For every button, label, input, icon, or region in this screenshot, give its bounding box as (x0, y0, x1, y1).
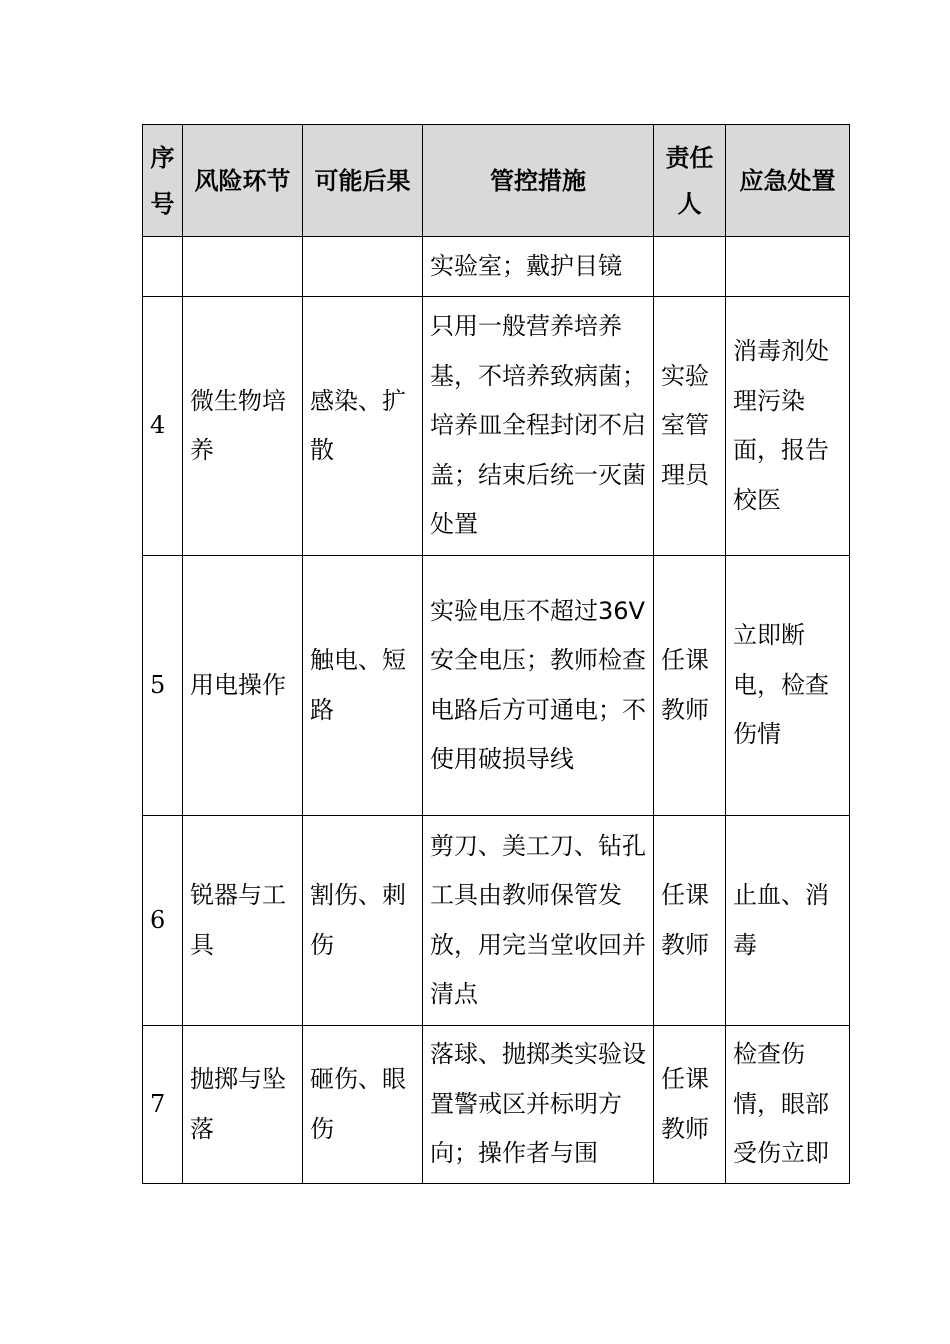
cell-owner: 任课教师 (654, 556, 726, 816)
table-row (143, 1026, 850, 1184)
cell-owner (654, 237, 726, 297)
cell-consequence: 感染、扩散 (303, 297, 423, 556)
header-risk: 风险环节 (183, 125, 303, 237)
cell-consequence: 砸伤、眼伤 (303, 1026, 423, 1184)
cell-measures: 只用一般营养培养基，不培养致病菌；培养皿全程封闭不启盖；结束后统一灭菌处置 (423, 297, 654, 556)
cell-risk (183, 237, 303, 297)
cell-consequence: 触电、短路 (303, 556, 423, 816)
table-row (143, 816, 850, 1026)
cell-risk: 抛掷与坠落 (183, 1026, 303, 1184)
cell-no: 4 (143, 297, 183, 556)
cell-emergency: 消毒剂处理污染面，报告校医 (726, 297, 850, 556)
header-no: 序号 (143, 125, 183, 237)
cell-no: 7 (143, 1026, 183, 1184)
cell-measures: 实验电压不超过36V安全电压；教师检查电路后方可通电；不使用破损导线 (423, 556, 654, 816)
cell-risk: 用电操作 (183, 556, 303, 816)
cell-consequence (303, 237, 423, 297)
cell-measures: 落球、抛掷类实验设置警戒区并标明方向；操作者与围 (423, 1026, 654, 1184)
cell-no (143, 237, 183, 297)
cell-no: 6 (143, 816, 183, 1026)
risk-control-table (142, 124, 850, 1184)
cell-owner: 实验室管理员 (654, 297, 726, 556)
cell-consequence: 割伤、刺伤 (303, 816, 423, 1026)
header-emergency: 应急处置 (726, 125, 850, 237)
cell-risk: 微生物培养 (183, 297, 303, 556)
cell-owner: 任课教师 (654, 1026, 726, 1184)
cell-measures: 实验室；戴护目镜 (423, 237, 654, 297)
cell-owner: 任课教师 (654, 816, 726, 1026)
table-header-row (143, 125, 850, 237)
header-measures: 管控措施 (423, 125, 654, 237)
header-owner: 责任人 (654, 125, 726, 237)
cell-emergency: 检查伤情，眼部受伤立即 (726, 1026, 850, 1184)
cell-measures: 剪刀、美工刀、钻孔工具由教师保管发放，用完当堂收回并清点 (423, 816, 654, 1026)
table-row (143, 297, 850, 556)
header-consequence: 可能后果 (303, 125, 423, 237)
cell-risk: 锐器与工具 (183, 816, 303, 1026)
cell-emergency (726, 237, 850, 297)
cell-emergency: 立即断电，检查伤情 (726, 556, 850, 816)
table-row (143, 556, 850, 816)
cell-emergency: 止血、消毒 (726, 816, 850, 1026)
cell-no: 5 (143, 556, 183, 816)
table-row (143, 237, 850, 297)
